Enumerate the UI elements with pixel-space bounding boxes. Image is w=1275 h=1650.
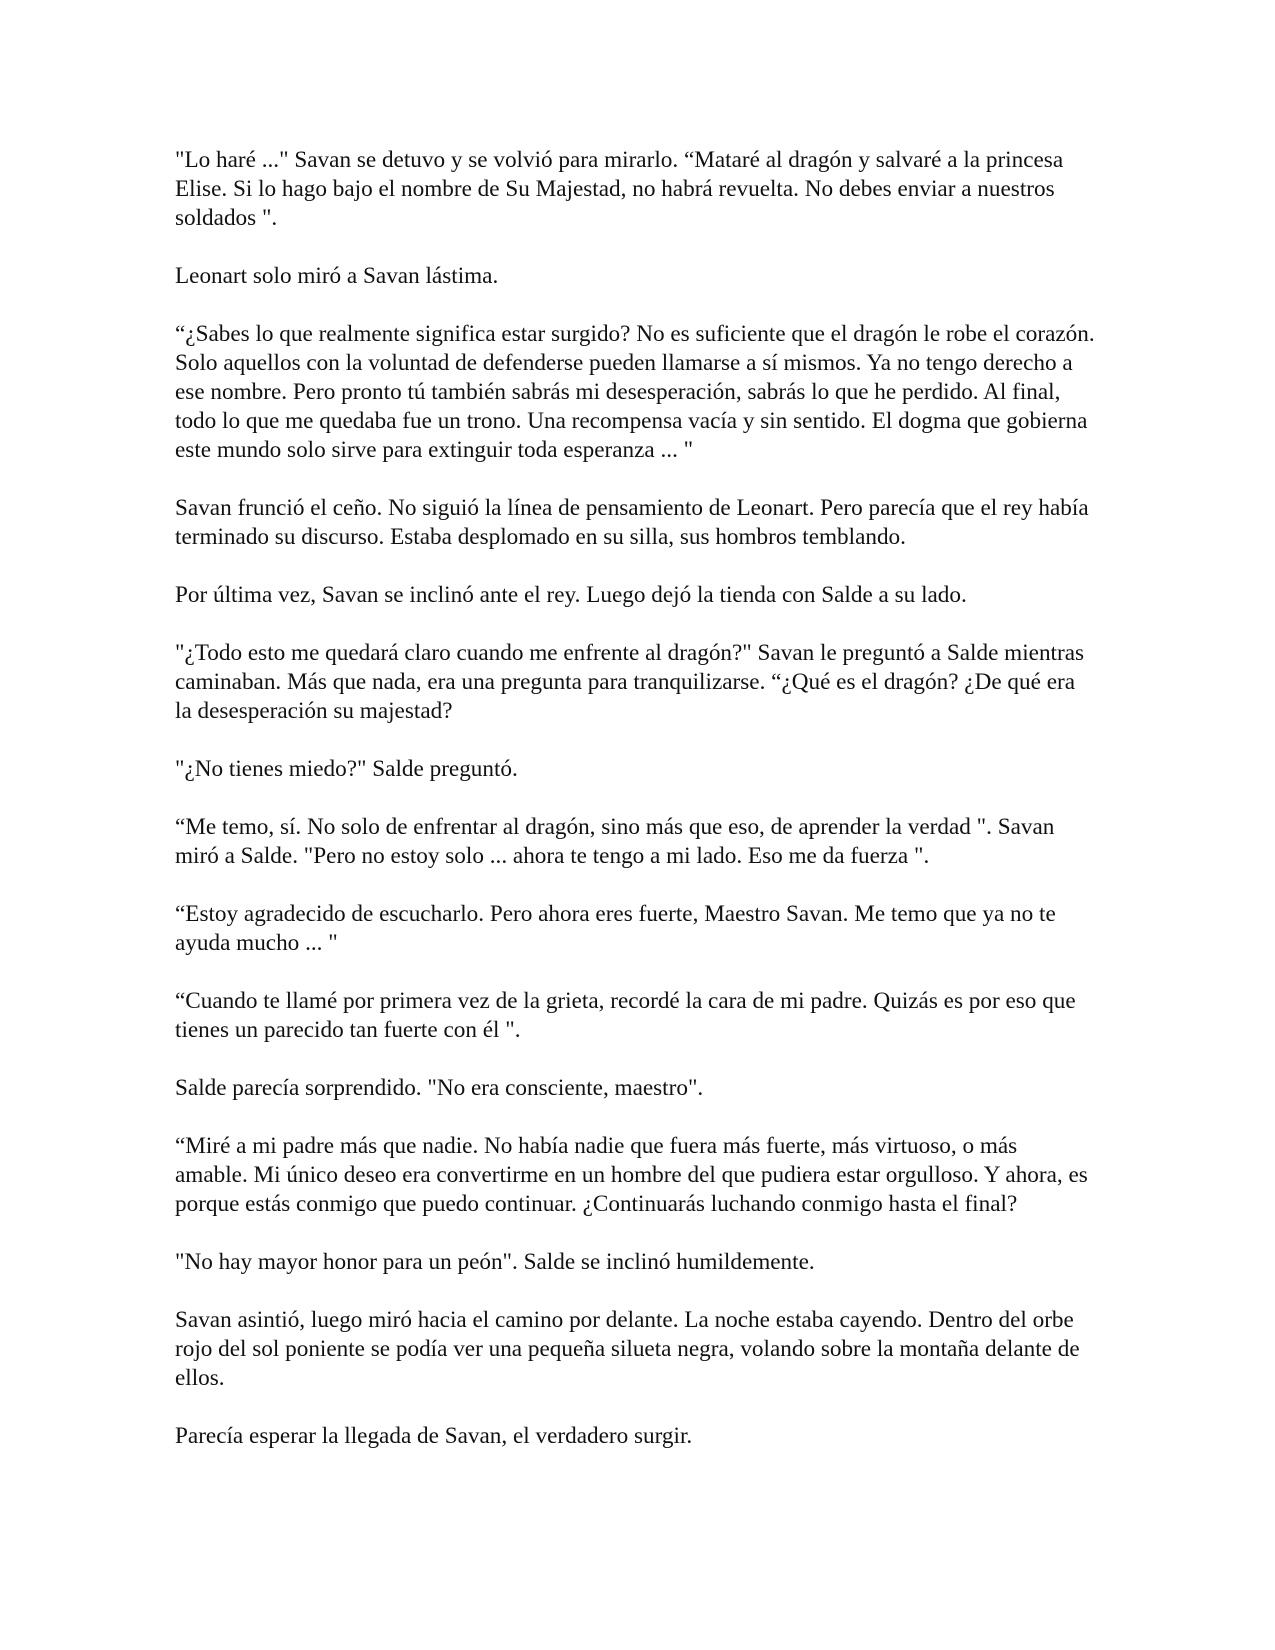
paragraph-3: “¿Sabes lo que realmente significa estar surgido? No es suficiente que el dragón le robe el corazón. Solo aquellos con la voluntad de defenderse pueden llamarse a sí mismos. Ya no tengo derecho a ese nombre. Pero pronto tú también sabrás mi desesperación, sabrás lo que he perdido. Al final, todo lo que me quedaba fue un trono. Una recompensa vacía y sin sentido. El dogma que gobierna este mundo solo sirve para extinguir toda esperanza ... " bbox=[175, 321, 1095, 463]
paragraph-6: "¿Todo esto me quedará claro cuando me enfrente al dragón?" Savan le preguntó a Salde mientras caminaban. Más que nada, era una pregunta para tranquilizarse. “¿Qué es el dragón? ¿De qué era la desesperación su majestad? bbox=[175, 640, 1085, 724]
paragraph-5: Por última vez, Savan se inclinó ante el rey. Luego dejó la tienda con Salde a su lado. bbox=[175, 582, 967, 608]
document-body bbox=[175, 146, 1095, 1451]
paragraph-13: "No hay mayor honor para un peón". Salde se inclinó humildemente. bbox=[175, 1249, 815, 1275]
paragraph-14: Savan asintió, luego miró hacia el camino por delante. La noche estaba cayendo. Dentro del orbe rojo del sol poniente se podía ver una pequeña silueta negra, volando sobre la montaña delante de ellos. bbox=[175, 1307, 1080, 1391]
paragraph-7: "¿No tienes miedo?" Salde preguntó. bbox=[175, 756, 518, 782]
paragraph-15: Parecía esperar la llegada de Savan, el verdadero surgir. bbox=[175, 1423, 693, 1449]
paragraph-10: “Cuando te llamé por primera vez de la grieta, recordé la cara de mi padre. Quizás es por eso que tienes un parecido tan fuerte con él ". bbox=[175, 988, 1076, 1043]
paragraph-4: Savan frunció el ceño. No siguió la línea de pensamiento de Leonart. Pero parecía que el rey había terminado su discurso. Estaba desplomado en su silla, sus hombros temblando. bbox=[175, 495, 1089, 550]
paragraph-1: "Lo haré ..." Savan se detuvo y se volvió para mirarlo. “Mataré al dragón y salvaré a la princesa Elise. Si lo hago bajo el nombre de Su Majestad, no habrá revuelta. No debes enviar a nuestros soldados ". bbox=[175, 147, 1064, 231]
paragraph-2: Leonart solo miró a Savan lástima. bbox=[175, 263, 499, 289]
paragraph-12: “Miré a mi padre más que nadie. No había nadie que fuera más fuerte, más virtuoso, o más amable. Mi único deseo era convertirme en un hombre del que pudiera estar orgulloso. Y ahora, es porque estás conmigo que puedo continuar. ¿Continuarás luchando conmigo hasta el final? bbox=[175, 1133, 1088, 1217]
paragraph-11: Salde parecía sorprendido. "No era consciente, maestro". bbox=[175, 1075, 704, 1101]
paragraph-9: “Estoy agradecido de escucharlo. Pero ahora eres fuerte, Maestro Savan. Me temo que ya no te ayuda mucho ... " bbox=[175, 901, 1056, 956]
paragraph-8: “Me temo, sí. No solo de enfrentar al dragón, sino más que eso, de aprender la verdad ". Savan miró a Salde. "Pero no estoy solo ... ahora te tengo a mi lado. Eso me da fuerza ". bbox=[175, 814, 1055, 869]
